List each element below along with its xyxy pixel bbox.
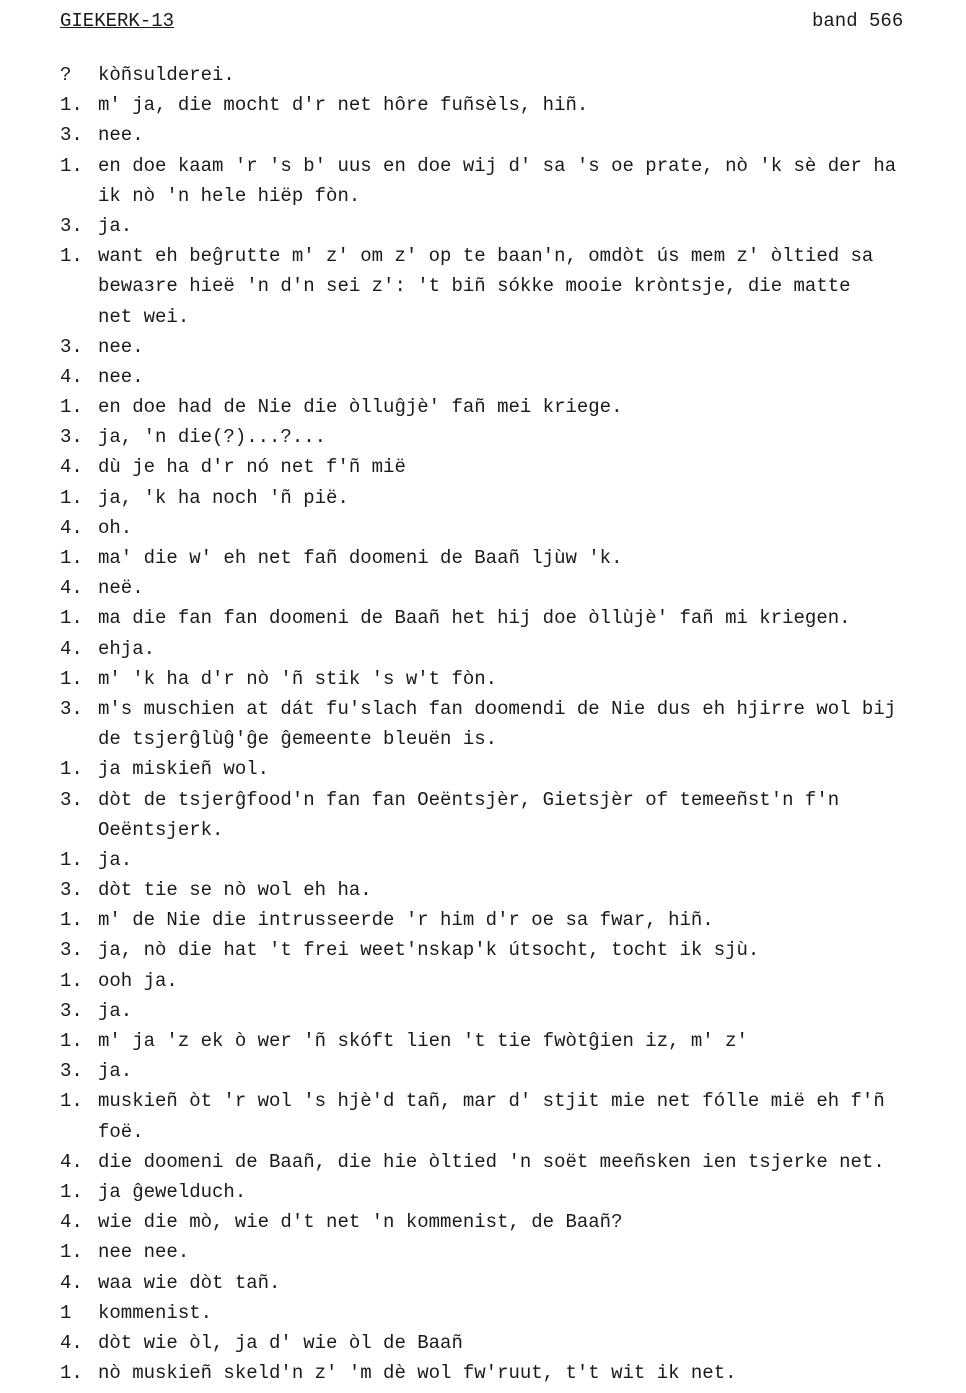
speaker-number: 3. <box>60 426 83 449</box>
speaker-number: 4. <box>60 365 83 388</box>
speaker-number: 4. <box>60 637 83 660</box>
speaker-number: 1. <box>60 1030 83 1052</box>
speaker-number: 1. <box>60 1362 83 1385</box>
transcript-line <box>60 513 960 543</box>
speaker-number: 4. <box>60 1211 83 1234</box>
transcript-line <box>60 483 960 513</box>
speaker-number: 1. <box>60 758 83 781</box>
speaker-number <box>60 1117 98 1147</box>
transcript-lines <box>60 60 960 1388</box>
transcript-line <box>60 332 960 362</box>
line-text: oh. <box>98 516 133 539</box>
line-text: ja. <box>98 1060 133 1083</box>
speaker-number: 1. <box>60 1090 83 1113</box>
transcript-line <box>60 452 960 482</box>
line-text: ooh ja. <box>98 969 178 992</box>
transcript-line <box>60 362 960 392</box>
speaker-number: 1. <box>60 396 83 419</box>
speaker-number: 1. <box>60 607 83 630</box>
line-text: dù je ha d'r nó net f'ñ mië <box>98 456 406 479</box>
transcript-line <box>60 1147 960 1177</box>
speaker-number: 1. <box>60 667 83 690</box>
line-text: ja, nò die hat 't frei weet'nskap'k útsocht, tocht ik sjù. <box>98 939 760 962</box>
line-text: ik nò 'n hele hiëp fòn. <box>98 184 361 207</box>
speaker-number <box>60 302 98 332</box>
speaker-number: 1. <box>60 154 83 177</box>
transcript-line <box>60 694 960 724</box>
transcript-line <box>60 634 960 664</box>
line-text: m's muschien at dát fu'slach fan doomendi de Nie dus eh hjirre wol bij <box>98 697 897 720</box>
transcript-line <box>60 1298 960 1328</box>
line-text: ja, 'n die(?)...?... <box>98 426 327 449</box>
line-text: en doe had de Nie die òlluĝjè' fañ mei kriege. <box>98 396 623 419</box>
transcript-line <box>60 60 960 90</box>
speaker-number: 4. <box>60 456 83 479</box>
line-text: kommenist. <box>98 1301 213 1324</box>
transcript-line <box>60 966 960 996</box>
transcript-line <box>60 271 960 301</box>
speaker-number <box>60 724 98 754</box>
line-text: ja. <box>98 848 133 871</box>
line-text: nò muskieñ skeld'n z' 'm dè wol fw'ruut, t't wit ik net. <box>98 1362 737 1385</box>
transcript-line <box>60 120 960 150</box>
transcript-line <box>60 785 960 815</box>
speaker-number <box>60 271 98 301</box>
transcript-line <box>60 90 960 120</box>
transcript-line <box>60 1268 960 1298</box>
transcript-line <box>60 302 960 332</box>
line-text: nee. <box>98 124 144 147</box>
line-text: nee. <box>98 365 144 388</box>
speaker-number: 1. <box>60 848 83 871</box>
speaker-number: ? <box>60 64 72 86</box>
line-text: nee. <box>98 335 144 358</box>
line-text: dòt wie òl, ja d' wie òl de Baañ <box>98 1331 463 1354</box>
speaker-number: 4. <box>60 516 83 539</box>
line-text: ma' die w' eh net fañ doomeni de Baañ ljùw 'k. <box>98 547 623 569</box>
speaker-number: 4. <box>60 1150 83 1173</box>
line-text: m' ja, die mocht d'r net hôre fuñsèls, hiñ. <box>98 94 589 117</box>
transcript-line <box>60 845 960 875</box>
line-text: muskieñ òt 'r wol 's hjè'd tañ, mar d' stjit mie net fólle mië eh f'ñ <box>98 1090 885 1113</box>
speaker-number: 1. <box>60 547 83 569</box>
transcript-line <box>60 1056 960 1086</box>
transcript-line <box>60 875 960 905</box>
speaker-number: 3. <box>60 214 83 237</box>
speaker-number: 1. <box>60 94 83 117</box>
transcript-line <box>60 241 960 271</box>
speaker-number: 3. <box>60 335 83 358</box>
line-text: nee nee. <box>98 1241 190 1264</box>
speaker-number: 3. <box>60 879 83 902</box>
speaker-number: 3. <box>60 939 83 962</box>
transcript-line <box>60 754 960 784</box>
speaker-number: 4. <box>60 577 83 600</box>
speaker-number: 4. <box>60 1331 83 1354</box>
line-text: ja, 'k ha noch 'ñ pië. <box>98 486 349 509</box>
line-text: m' de Nie die intrusseerde 'r him d'r oe sa fwar, hiñ. <box>98 909 714 932</box>
transcript-line <box>60 181 960 211</box>
line-text: m' 'k ha d'r nò 'ñ stik 's w't fòn. <box>98 667 498 690</box>
transcript-line <box>60 1086 960 1116</box>
transcript-line <box>60 603 960 633</box>
line-text: ja. <box>98 999 133 1022</box>
speaker-number: 4. <box>60 1271 83 1294</box>
line-text: foë. <box>98 1120 144 1143</box>
line-text: ma die fan fan doomeni de Baañ het hij doe òllùjè' fañ mi kriegen. <box>98 607 851 630</box>
line-text: en doe kaam 'r 's b' uus en doe wij d' sa 's oe prate, nò 'k sè der ha <box>98 154 897 177</box>
speaker-number: 1. <box>60 486 83 509</box>
line-text: dòt de tsjerĝfood'n fan fan Oeëntsjèr, Gietsjèr of temeeñst'n f'n <box>98 788 840 811</box>
transcript-line <box>60 1026 960 1056</box>
speaker-number <box>60 815 98 845</box>
transcript-line <box>60 1207 960 1237</box>
line-text: bewaзre hieë 'n d'n sei z': 't biñ sókke mooie kròntsje, die matte <box>98 275 851 298</box>
speaker-number: 3. <box>60 697 83 720</box>
transcript-line <box>60 1117 960 1147</box>
line-text: m' ja 'z ek ò wer 'ñ skóft lien 't tie fwòtĝien iz, m' z' <box>98 1030 748 1052</box>
transcript-line <box>60 392 960 422</box>
transcript-line <box>60 211 960 241</box>
transcript-line <box>60 573 960 603</box>
line-text: ja miskieñ wol. <box>98 758 270 781</box>
speaker-number <box>60 181 98 211</box>
line-text: want eh beĝrutte m' z' om z' op te baan'n, omdòt ús mem z' òltied sa <box>98 245 874 268</box>
line-text: die doomeni de Baañ, die hie òltied 'n soët meeñsken ien tsjerke net. <box>98 1150 885 1173</box>
line-text: dòt tie se nò wol eh ha. <box>98 879 372 902</box>
transcript-line <box>60 664 960 694</box>
line-text: wie die mò, wie d't net 'n kommenist, de Baañ? <box>98 1211 623 1234</box>
line-text: de tsjerĝlùĝ'ĝe ĝemeente bleuën is. <box>98 728 498 751</box>
speaker-number: 3. <box>60 1060 83 1083</box>
speaker-number: 1. <box>60 1180 83 1203</box>
transcript-line <box>60 724 960 754</box>
line-text: ja. <box>98 214 133 237</box>
speaker-number: 1. <box>60 245 83 268</box>
transcript-line <box>60 151 960 181</box>
speaker-number: 3. <box>60 124 83 147</box>
transcript-line <box>60 935 960 965</box>
transcript-line <box>60 905 960 935</box>
speaker-number: 1. <box>60 909 83 932</box>
transcript-line <box>60 1328 960 1358</box>
transcript-line <box>60 1177 960 1207</box>
transcript-line <box>60 543 960 573</box>
speaker-number: 3. <box>60 999 83 1022</box>
speaker-number: 1. <box>60 969 83 992</box>
archive-reference: GIEKERK-13 <box>60 10 175 32</box>
transcript-line <box>60 1237 960 1267</box>
speaker-number: 3. <box>60 788 83 811</box>
line-text: waa wie dòt tañ. <box>98 1271 281 1294</box>
speaker-number: 1 <box>60 1301 72 1324</box>
line-text: neë. <box>98 577 144 600</box>
transcript-line <box>60 422 960 452</box>
line-text: kòñsulderei. <box>98 64 235 86</box>
line-text: ehja. <box>98 637 156 660</box>
band-number: band 566 <box>812 10 904 32</box>
transcript-line <box>60 815 960 845</box>
line-text: ja ĝewelduch. <box>98 1180 247 1203</box>
line-text: Oeëntsjerk. <box>98 818 224 841</box>
line-text: net wei. <box>98 305 190 328</box>
transcript-line <box>60 996 960 1026</box>
transcript-line <box>60 1358 960 1388</box>
speaker-number: 1. <box>60 1241 83 1264</box>
